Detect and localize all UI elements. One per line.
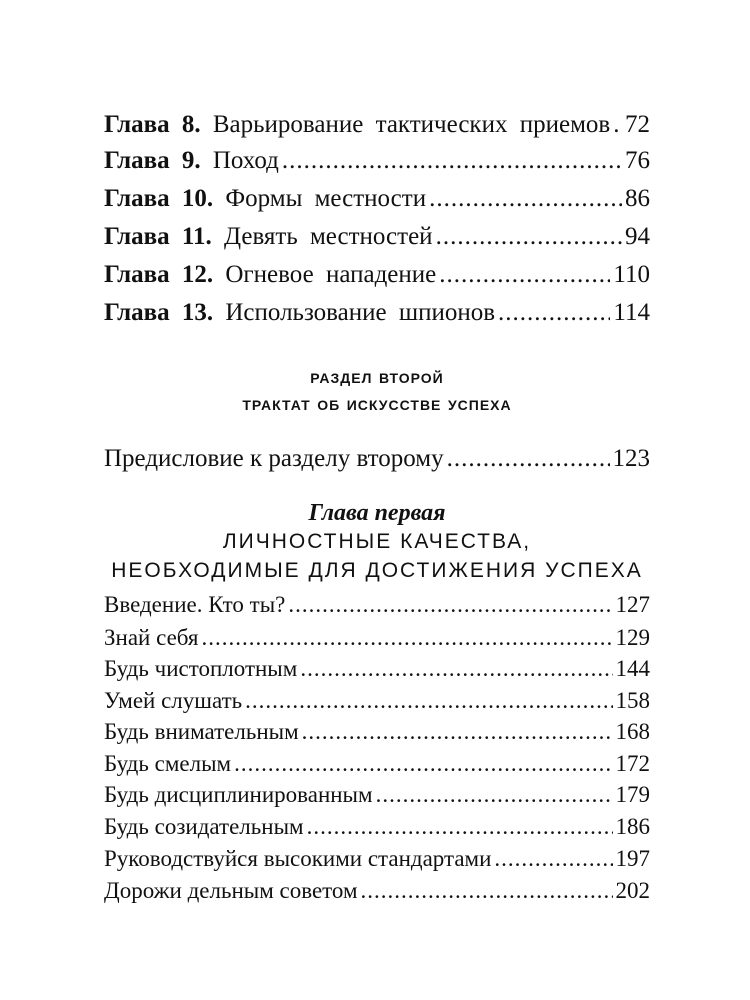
chapter-title: Девять местностей — [223, 223, 433, 250]
toc-subentry[interactable] — [104, 686, 650, 716]
dot-leader — [361, 876, 613, 906]
toc-entry-chapter-10[interactable] — [104, 184, 650, 214]
subsection-title: Введение. Кто ты? — [104, 592, 286, 617]
chapter-title: Поход — [212, 147, 279, 174]
page-number: 123 — [612, 445, 650, 472]
page-number: 158 — [615, 688, 650, 713]
chapter-title: Огневое нападение — [225, 261, 437, 288]
toc-entry-chapter-11[interactable] — [104, 222, 650, 252]
page-number: 76 — [625, 147, 650, 174]
chapter-title: Варьирование тактических приемов — [212, 111, 611, 138]
toc-entry-preface[interactable] — [104, 444, 650, 474]
dot-leader — [494, 844, 612, 874]
dot-leader — [282, 146, 622, 176]
chapter-number: Глава 10. — [104, 185, 214, 212]
subsection-title: Руководствуйся высокими стандартами — [104, 846, 492, 871]
toc-entry-chapter-12[interactable] — [104, 260, 650, 290]
toc-subentry[interactable] — [104, 590, 650, 620]
dot-leader — [447, 444, 610, 474]
dot-leader — [245, 686, 612, 716]
page-number: 202 — [615, 878, 650, 903]
chapter-one-heading — [104, 500, 650, 585]
chapter-one-title-line1: ЛИЧНОСТНЫЕ КАЧЕСТВА, — [222, 530, 532, 553]
toc-subentry[interactable] — [104, 717, 650, 747]
dot-leader — [302, 717, 613, 747]
toc-subentry[interactable] — [104, 623, 650, 653]
dot-leader — [202, 623, 613, 653]
page-number: 110 — [613, 261, 650, 288]
toc-subentry[interactable] — [104, 876, 650, 906]
section-heading — [104, 366, 650, 389]
chapter-number: Глава 11. — [104, 223, 212, 250]
subsection-title: Дорожи дельным советом — [104, 878, 358, 903]
page-number: 127 — [615, 592, 650, 617]
chapter-title: Использование шпионов — [225, 299, 496, 326]
chapter-one-label: Глава первая — [308, 500, 446, 526]
dot-leader — [613, 110, 622, 140]
page-number: 129 — [615, 625, 650, 650]
toc-entry-chapter-9[interactable] — [104, 146, 650, 176]
chapter-number: Глава 13. — [104, 299, 214, 326]
page-number: 197 — [615, 846, 650, 871]
dot-leader — [429, 184, 622, 214]
subsection-title: Будь созидательным — [104, 814, 304, 839]
toc-subentry[interactable] — [104, 812, 650, 842]
toc-subentry[interactable] — [104, 654, 650, 684]
page-number: 172 — [615, 751, 650, 776]
section-label: раздел второй — [310, 366, 444, 388]
dot-leader — [436, 222, 622, 252]
section-title-block — [104, 393, 650, 416]
page-number: 168 — [615, 719, 650, 744]
dot-leader — [498, 298, 610, 328]
subsection-title: Умей слушать — [104, 688, 243, 713]
toc-subentry[interactable] — [104, 780, 650, 810]
chapter-number: Глава 12. — [104, 261, 214, 288]
section-title: трактат об искусстве успеха — [242, 393, 512, 415]
chapter-title: Формы местности — [225, 185, 427, 212]
dot-leader — [288, 590, 612, 620]
page-number: 186 — [615, 814, 650, 839]
chapter-number: Глава 8. — [104, 111, 201, 138]
page-number: 86 — [625, 185, 650, 212]
subsection-title: Будь чистоплотным — [104, 656, 298, 681]
toc-subentry[interactable] — [104, 844, 650, 874]
chapter-one-title-line2: НЕОБХОДИМЫЕ ДЛЯ ДОСТИЖЕНИЯ УСПЕХА — [111, 559, 643, 582]
dot-leader — [439, 260, 610, 290]
page-number: 72 — [625, 111, 650, 138]
subsection-title: Будь смелым — [104, 751, 232, 776]
toc-entry-chapter-13[interactable] — [104, 298, 650, 328]
page-number: 114 — [613, 299, 650, 326]
toc-subentry[interactable] — [104, 749, 650, 779]
subsection-title: Знай себя — [104, 625, 199, 650]
dot-leader — [300, 654, 612, 684]
page-number: 94 — [625, 223, 650, 250]
dot-leader — [234, 749, 612, 779]
dot-leader — [307, 812, 613, 842]
subsection-title: Будь внимательным — [104, 719, 299, 744]
preface-title: Предисловие к разделу второму — [104, 445, 444, 472]
toc-entry-chapter-8[interactable] — [104, 110, 650, 140]
page-number: 144 — [615, 656, 650, 681]
subsection-title: Будь дисциплинированным — [104, 782, 373, 807]
chapter-number: Глава 9. — [104, 147, 201, 174]
page-number: 179 — [615, 782, 650, 807]
dot-leader — [376, 780, 613, 810]
